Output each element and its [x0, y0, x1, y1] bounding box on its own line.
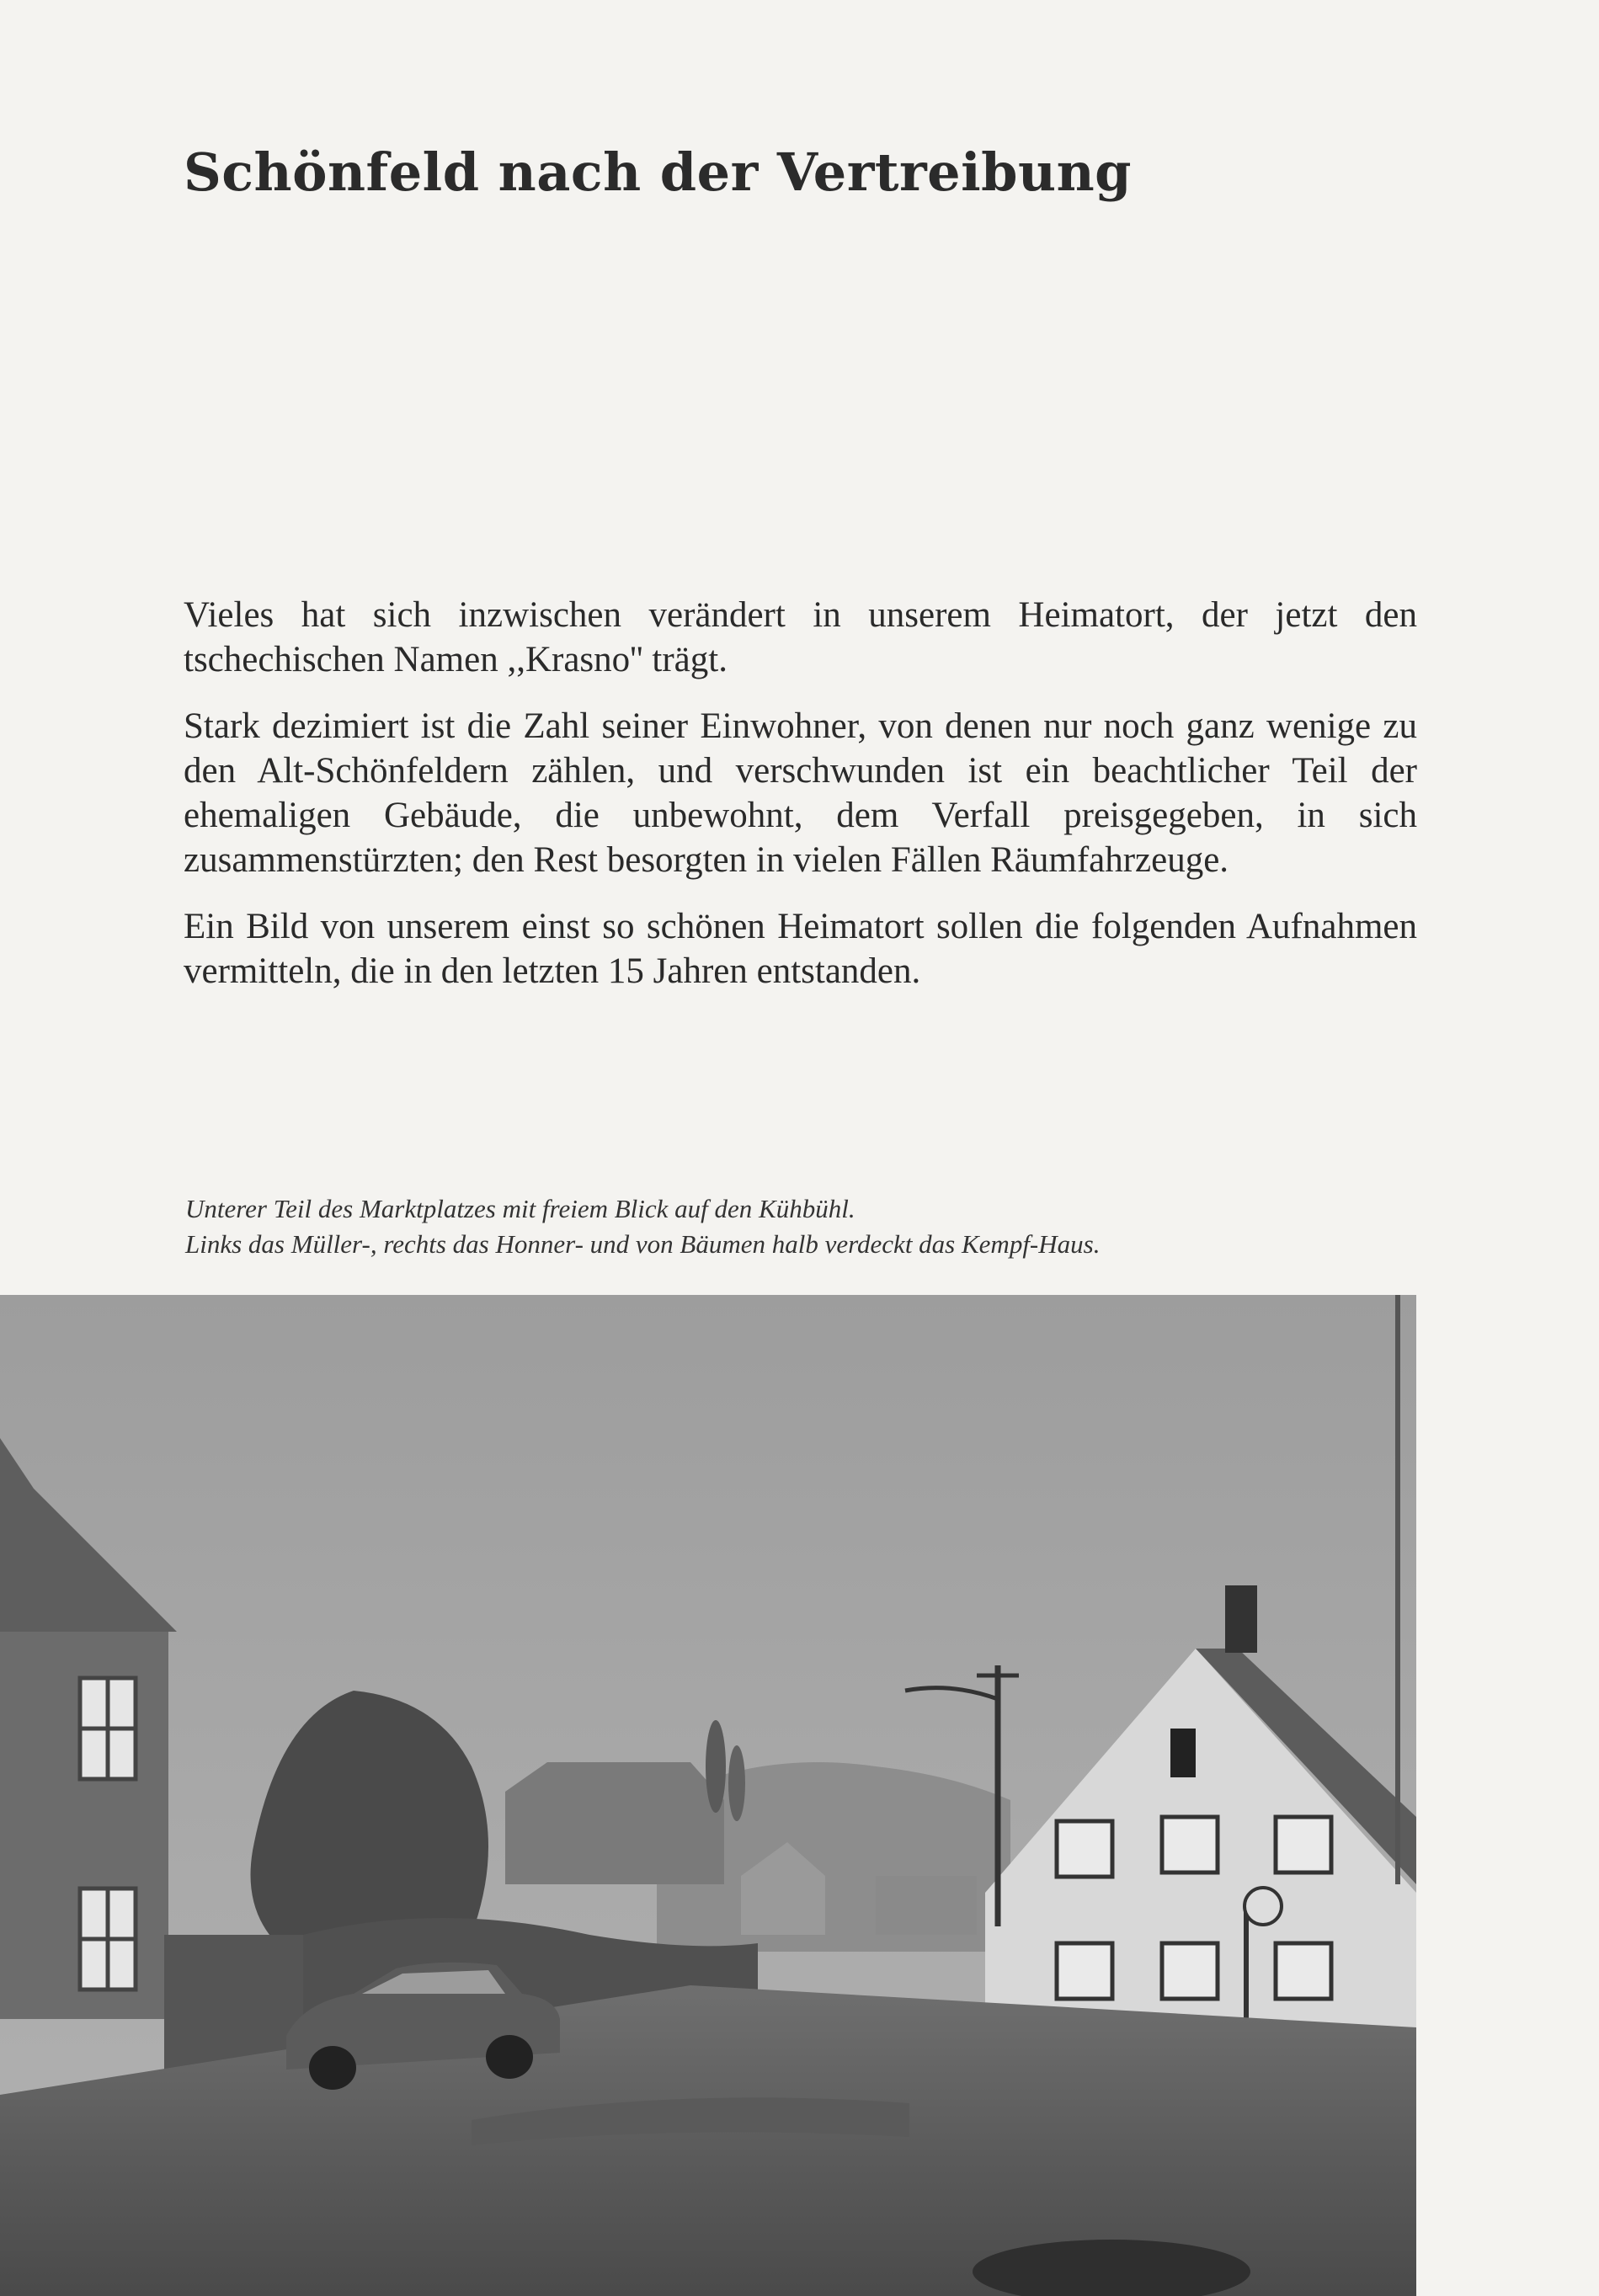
- poplar-tree: [706, 1720, 726, 1813]
- distant-house: [876, 1876, 977, 1935]
- village-photo: [0, 1295, 1416, 2296]
- caption-line: Links das Müller-, rechts das Honner- und von Bäumen halb verdeckt das Kempf-Haus.: [185, 1229, 1101, 1259]
- page-title: Schönfeld nach der Vertreibung: [184, 141, 1133, 203]
- paragraph: Ein Bild von unserem einst so schönen Heimatort sollen die folgenden Aufnahmen vermitteln, die in den letzten 15 Jahren entstanden.: [184, 907, 1417, 991]
- distant-house: [505, 1762, 724, 1884]
- chimney: [1225, 1585, 1257, 1653]
- photo-caption: [185, 1191, 1100, 1262]
- paragraph: Vieles hat sich inzwischen verändert in unserem Heimatort, der jetzt den tschechischen Namen ,,Krasno'' trägt.: [184, 595, 1417, 679]
- round-sign: [1245, 1888, 1282, 1925]
- body-text: [184, 593, 1417, 1015]
- paragraph: Stark dezimiert ist die Zahl seiner Einwohner, von denen nur noch ganz wenige zu den Alt-Schönfeldern zählen, und verschwunden ist ein beachtlicher Teil der ehemaligen Gebäude, die unbewohnt, dem Verfall preisgegeben, in sich zusammenstürzten; den Rest besorgten in vielen Fällen Räumfahrzeuge.: [184, 706, 1417, 880]
- caption-line: Unterer Teil des Marktplatzes mit freiem Blick auf den Kühbühl.: [185, 1194, 855, 1223]
- poplar-tree: [728, 1745, 745, 1821]
- window: [1170, 1729, 1196, 1777]
